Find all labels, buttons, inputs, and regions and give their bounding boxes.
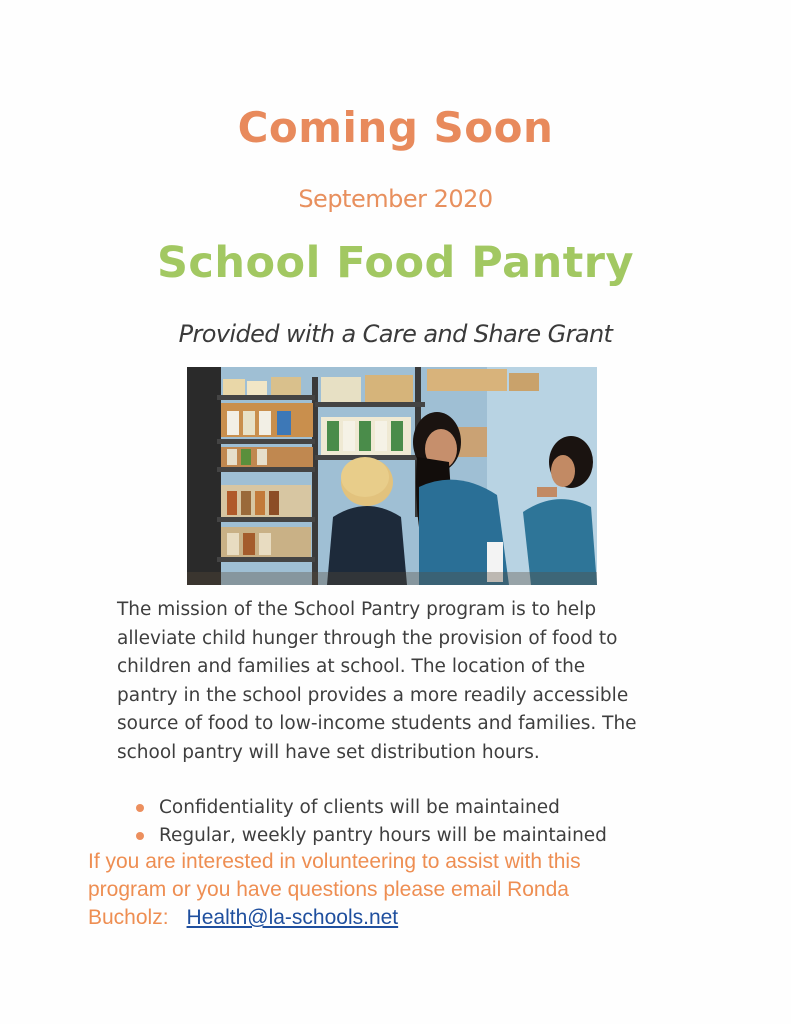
bullet-item (134, 794, 734, 822)
contact-line-last (88, 904, 738, 932)
date-heading: September 2020 (298, 185, 493, 213)
contact-line: If you are interested in volunteering to assist with this (88, 850, 581, 873)
bullet-list (134, 794, 734, 850)
bullet-dot-icon (136, 832, 144, 840)
mission-line: children and families at school. The location of the (117, 656, 586, 677)
mission-line: pantry in the school provides a more readily accessible (117, 684, 629, 706)
email-link[interactable]: Health@la-schools.net (186, 906, 399, 929)
contact-paragraph (88, 848, 738, 932)
contact-line: program or you have questions please email Ronda (88, 878, 569, 901)
coming-soon-title: Coming Soon (237, 103, 554, 152)
bullet-dot-icon (136, 804, 144, 812)
mission-paragraph (117, 596, 702, 767)
bullet-item (134, 822, 734, 850)
bullet-text: Confidentiality of clients will be maintained (159, 797, 560, 818)
mission-line: The mission of the School Pantry program is to help (117, 599, 597, 620)
mission-line: source of food to low-income students and families. The (117, 713, 637, 734)
mission-line: school pantry will have set distribution hours. (117, 741, 540, 763)
bullet-text: Regular, weekly pantry hours will be maintained (159, 825, 607, 846)
mission-line: alleviate child hunger through the provision of food to (117, 627, 618, 649)
grant-subtitle: Provided with a Care and Share Grant (178, 320, 613, 348)
food-pantry-photo (187, 367, 597, 585)
program-name-heading: School Food Pantry (156, 238, 635, 288)
contact-name-suffix: Bucholz: (88, 906, 169, 929)
